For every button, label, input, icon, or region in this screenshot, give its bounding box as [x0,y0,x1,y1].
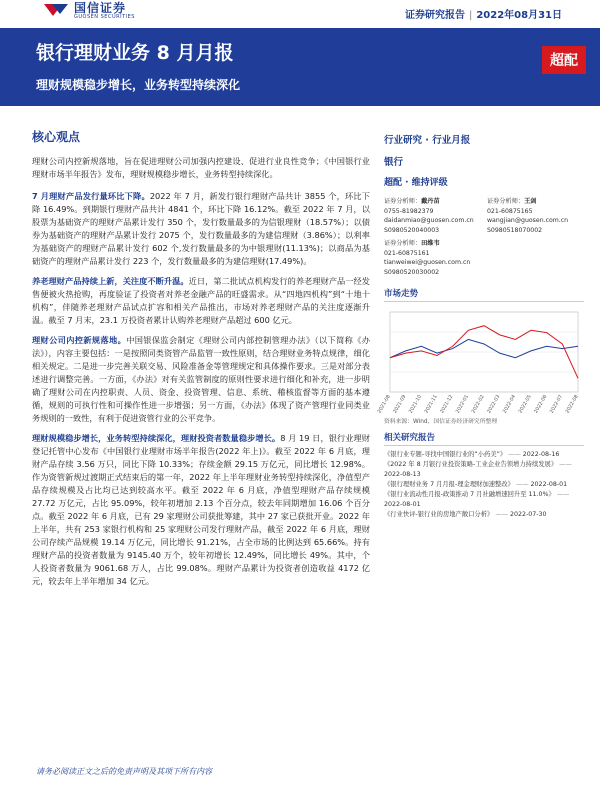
chart-source: 资料来源：Wind、国信证券经济研究所整理 [384,419,498,425]
paragraph-body: 中国银保监会制定《理财公司内部控制管理办法》（以下简称《办法》），内容主要包括：一是按照同类资管产品监管一致性原则，结合理财业务特点规律，细化相关规定。二是进一步完善关联交易、风险准备金等管理规定和具体操作要求。三是对部分表述进行调整完善。一方面，《办法》对有关监管制度的原则性要求进行细化和补充，进一步明确了理财公司在内控职责、人员、资金、投资管理、信息、系统、稽核监督等方面的基本遵循，规则的可执行性和可操作性进一步增强；另一方面，《办法》体现了资产管理行业同类业务规则的一致性，有利于促进资管行业的公平竞争。 [32,335,370,423]
chart-x-tick: 2021-12 [440,394,455,415]
related-heading: 相关研究报告 [384,431,584,446]
analyst-card [384,239,481,277]
analyst-card [487,197,584,235]
title-banner [0,28,600,106]
analyst-phone: 021-60875165 [487,207,533,215]
analyst-name: 王剑 [524,198,537,205]
related-date: 2022-08-16 [522,451,560,458]
top-bar [0,0,600,30]
analyst-role: 证券分析师： [487,198,525,205]
chart-x-tick: 2022-04 [502,394,518,415]
related-item[interactable]: 《银行业专题-寻找中国银行业的“小药美”》 —— 2022-08-16 [384,451,560,458]
related-list [384,450,584,520]
analyst-phone: 0755-81982379 [384,207,434,215]
paragraph-scale-growth [32,432,370,588]
related-title: 《银行业专题-寻找中国银行业的“小药美”》 [384,451,507,458]
report-title: 银行理财业务 8 月月报 [36,42,234,64]
related-date: 2022-08-01 [530,481,568,488]
market-trend-chart [377,306,584,415]
chart-x-tick: 2021-09 [393,394,408,415]
related-title: 《银行理财业务 7 月月报-理金理财加速整改》 [384,481,514,488]
chart-x-tick: 2022-08 [565,394,580,415]
related-item[interactable]: 《2022 年 8 月银行业投资策略-工业企业告领增力持续发展》 —— 2022-08-13 [384,461,572,478]
main-column [32,128,370,595]
paragraph-highlight: 7 月理财产品发行量环比下降。 [32,191,150,201]
related-item[interactable]: 《银行业流动性月报-政策推动 7 月社融增速回升至 11.0%》 —— 2022-08-01 [384,491,570,508]
paragraph-highlight: 理财公司内控新规落地。 [32,335,127,345]
chart-x-tick: 2022-01 [455,394,471,415]
related-title: 《银行业流动性月报-政策推动 7 月社融增速回升至 11.0%》 [384,491,555,498]
analyst-name: 田维韦 [421,240,440,247]
chart-x-tick: 2022-02 [471,394,486,415]
chart-heading: 市场走势 [384,287,584,302]
chart-x-tick: 2021-11 [424,394,439,415]
related-date: 2022-08-01 [384,501,421,508]
disclaimer-footer: 请务必阅读正文之后的免责声明及其项下所有内容 [36,767,212,776]
report-date: 2022年08月31日 [476,10,562,21]
analyst-role: 证券分析师： [384,240,422,247]
analyst-email[interactable]: wangjian@guosen.com.cn [487,217,569,224]
analyst-card [384,197,481,235]
sidebar [377,132,584,520]
paragraph-issuance [32,190,370,268]
chart-x-tick: 2021-08 [377,394,392,415]
industry-label: 银行 [384,157,404,168]
market-trend-svg [377,306,584,415]
related-item[interactable]: 《行业快评-银行业的房地产敞口分析》 —— 2022-07-30 [384,511,547,518]
paragraph-highlight: 养老理财产品持续上新，关注度不断升温。 [32,276,189,286]
core-view-heading: 核心观点 [32,130,81,144]
paragraph-highlight: 理财规模稳步增长，业务转型持续深化，理财投资者数量稳步增长。 [32,433,281,443]
analyst-role: 证券分析师： [384,198,422,205]
chart-x-tick: 2022-06 [534,394,549,415]
related-date: 2022-08-13 [384,471,421,478]
research-category: 行业研究 · 行业月报 [384,135,471,146]
analyst-cert: S0980520030002 [384,268,440,276]
logo-en: GUOSEN SECURITIES [74,14,135,20]
paragraph-body: 8 月 19 日，银行业理财登记托管中心发布《中国银行业理财市场半年报告(2022 年上)》。截至 2022 年 6 月底，理财产品存续 3.56 万只，同比下降 10.33%；存续金额 29.15 万亿元，同比增长 12.98%。作为资管新规过渡期正式结束后的第一年，2022 年上半年理财业务转型持续深化，净值型产品存续规模及占比均已达到较高水平。截至 2022 年 6 月底，净值型理财产品存续规模 27.72 万亿元，占比 95.09%，较年初增加 2.13 个百分点，较去年同期增加 16.06 个百分点。截至 2022 年 6 月底，已有 29 家理财公司获批筹建，其中 27 家已获批开业。2022 年上半年，共有 253 家银行机构和 25 家理财公司发行理财产品，截至 2022 年 6 月底，理财公司存续产品规模 19.14 万亿元，同比增长 91.21%，占全市场的比例达到 65.66%。持有理财产品的投资者数量为 9145.40 万个，较年初增长 12.49%，同比增长 49%。其中，个人投资者数量为 9061.68 万人，占比 99.08%。理财产品累计为投资者创造收益 4172 亿元，较去年上半年增加 34 亿元。 [32,433,370,586]
analyst-cert: S0980518070002 [487,226,543,234]
related-title: 《行业快评-银行业的房地产敞口分析》 [384,511,494,518]
guosen-logo [40,0,135,22]
analyst-email[interactable]: daidanmiao@guosen.com.cn [384,217,474,224]
paragraph-body: 2022 年 7 月，新发行银行理财产品共计 3855 个，环比下降 16.49%。到期银行理财产品共计 4841 个，环比下降 16.12%。截至 2022 年 7 月，以股票为基础资产的理财产品累计发行 350 个，发行数量最多的为信银理财（18.57%）；以债券为基础资产的理财产品累计发行 2075 个，发行数量最多的为建信理财（3.86%）；以利率为基础资产的理财产品累计发行 602 个,发行数量最多的为中银理财(11.13%)；以商品为基础资产的理财产品累计发行 223 个，发行数量最多的为建信理财(17.49%)。 [32,191,370,266]
chart-x-tick: 2022-05 [518,394,533,415]
paragraph-pension [32,275,370,327]
analyst-list [384,197,584,281]
paragraph-internal-control [32,334,370,425]
report-subtitle: 理财规模稳步增长，业务转型持续深化 [36,78,241,92]
chart-series-line-0 [390,339,578,357]
analyst-email[interactable]: tianweiwei@guosen.com.cn [384,259,471,266]
logo-cn: 国信证券 [74,1,127,15]
analyst-name: 戴丹苗 [421,198,440,205]
logo-mark-icon [40,4,70,18]
report-type: 证券研究报告 [404,10,465,21]
rating-label: 超配 · 维持评级 [384,178,448,188]
analyst-cert: S0980520040003 [384,226,440,234]
paragraph-body: 近日，第二批试点机构发行的养老理财产品一经发售便被火热抢购，再度验证了投资者对养老金融产品的旺盛需求。从“四地四机构”到“十地十机构”，伴随养老理财产品试点扩容和相关产品推出，市场对养老理财产品的关注度逐渐升温。截至 7 月末，23.1 万投资者累计认购养老理财产品超过 600 亿元。 [32,276,370,325]
related-date: 2022-07-30 [509,511,547,518]
chart-x-tick: 2021-10 [408,394,424,415]
report-meta: 证券研究报告 | 2022年08月31日 [404,10,562,21]
rating-badge: 超配 [542,46,586,74]
chart-x-tick: 2022-07 [549,394,565,415]
related-title: 《2022 年 8 月银行业投资策略-工业企业告领增力持续发展》 [384,461,558,468]
intro-paragraph: 理财公司内控新规落地，旨在促进理财公司加强内控建设、促进行业良性竞争；《中国银行业理财市场半年报告》发布，理财规模稳步增长，业务转型持续深化。 [32,156,370,179]
chart-x-tick: 2022-03 [487,394,502,415]
related-item[interactable]: 《银行理财业务 7 月月报-理金理财加速整改》 —— 2022-08-01 [384,481,568,488]
analyst-phone: 021-60875161 [384,249,430,257]
